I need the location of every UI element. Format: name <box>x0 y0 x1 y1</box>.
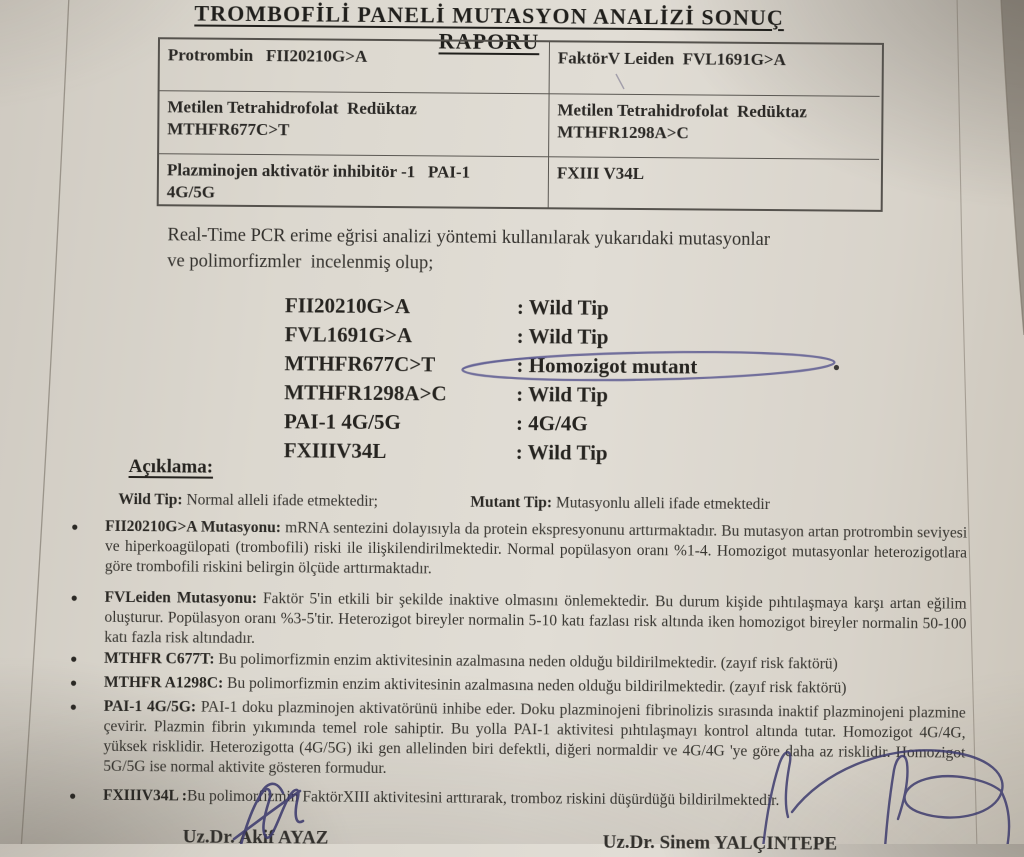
bullet-pai1 <box>63 696 966 783</box>
cell-line: MTHFR1298A>C <box>557 122 689 143</box>
bullet-text: Bu polimorfizmin FaktörXIII aktivitesini arttırarak, tromboz riskini düşürdüğü bildirilmektedir. <box>186 787 780 810</box>
legend-mutant <box>470 494 770 513</box>
table-cell-faktorv: FaktörV Leiden FVL1691G>A <box>550 42 880 97</box>
mutation-panel-table <box>157 37 884 212</box>
bullet-label: MTHFR C677T: <box>104 649 215 668</box>
bullet-icon: ● <box>70 651 78 666</box>
bullet-icon: ● <box>68 788 77 803</box>
bullet-body <box>104 673 966 700</box>
bullet-body <box>105 517 967 584</box>
result-gene: FII20210G>A <box>284 293 411 319</box>
table-cell-protrombin: Protrombin FII20210G>A <box>160 39 550 94</box>
result-value-circled <box>516 351 697 381</box>
aciklama-heading: Açıklama: <box>128 455 214 478</box>
table-cell-pai1 <box>159 154 549 207</box>
bullet-fxiiiv34l <box>63 785 965 812</box>
bullet-icon: ● <box>69 675 78 690</box>
bullet-body <box>104 588 966 655</box>
cell-line: Metilen Tetrahidrofolat Redüktaz <box>557 100 808 122</box>
bullet-label: FVLeiden Mutasyonu: <box>104 588 258 608</box>
bullet-text: PAI-1 doku plazminojen aktivatörünü inhibe eder. Doku plazminojeni fibrinolizis sırasında inaktif plazminojeni plazmine çevirir. Plazmin fibrin yıkımında temel role sahiptir. Bu yolla PAI-1 aktivitesi pıhtılaşmayı kontrol altında tutar. Homozigot 4G/4G, yüksek risklidir. Heterozigotta (4G/5G) iki gen allelinden biri defektli, diğeri normaldir ve 4G/4G 'ye göre daha az risklidir. Homozigot 5G/5G ise normal aktivite gösteren formudur. <box>103 698 966 778</box>
result-gene: MTHFR1298A>C <box>284 380 447 406</box>
signatory-left-name: Uz.Dr. Akif AYAZ <box>182 826 329 849</box>
legend-mutant-label: Mutant Tip: <box>470 493 553 512</box>
signatory-right-name: Uz.Dr. Sinem YALÇINTEPE <box>602 831 838 855</box>
bullet-label: FXIIIV34L : <box>102 786 188 805</box>
legend-wild-text: Normal alleli ifade etmektedir; <box>182 491 379 510</box>
result-gene: MTHFR677C>T <box>284 351 436 377</box>
intro-line1: Real-Time PCR erime eğrisi analizi yöntemi kullanılarak yukarıdaki mutasyonlar <box>167 225 771 251</box>
cell-line: 4G/5G <box>166 182 216 203</box>
bullet-label: MTHFR A1298C: <box>103 673 224 692</box>
cell-line: Metilen Tetrahidrofolat Redüktaz <box>167 97 418 119</box>
cell-line: Plazminojen aktivatör inhibitör -1 PAI-1 <box>166 160 471 182</box>
bullet-icon: ● <box>70 590 78 605</box>
result-value: : 4G/4G <box>515 411 588 436</box>
legend-line <box>118 491 770 514</box>
legend-mutant-text: Mutasyonlu alleli ifade etmektedir <box>551 494 770 514</box>
result-gene: PAI-1 4G/5G <box>283 409 401 435</box>
bullet-fii20210 <box>65 516 967 583</box>
table-cell-fxiii: FXIII V34L <box>556 163 645 184</box>
bullet-text: Bu polimorfizmin enzim aktivitesinin azalmasına neden olduğu bildirilmektedir. (zayıf risk faktörü) <box>214 650 838 673</box>
cell-line: MTHFR677C>T <box>167 119 290 140</box>
bullet-body <box>103 697 966 784</box>
table-cell-mthfr1298 <box>549 94 879 160</box>
result-value: : Wild Tip <box>515 440 608 465</box>
result-row-mthfr1298 <box>284 378 697 410</box>
result-value-text: : Homozigot mutant <box>516 353 698 379</box>
bullet-fvleiden <box>64 587 966 654</box>
result-value: : Wild Tip <box>516 382 609 407</box>
result-row-fxiiiv34l <box>284 436 697 468</box>
result-row-pai1 <box>284 407 697 439</box>
result-row-mthfr677 <box>284 349 697 381</box>
legend-wild <box>118 491 470 512</box>
result-row-fvl1691 <box>285 320 698 352</box>
bullet-label: PAI-1 4G/5G: <box>103 697 197 716</box>
bullet-text: mRNA sentezini dolayısıyla da protein ekspresyonunu arttırmaktadır. Bu mutasyon artan protrombin seviyesi ve hiperkoagülopati (trombofili) riski ile ilişkilendirilmektedir. Normal popülasyon oranı %1-4. Homozigot mutasyonlar heterozigotlara göre trombofili riskini belirgin ölçüde arttırmaktadır. <box>104 519 968 578</box>
result-gene: FXIIIV34L <box>283 438 387 464</box>
bullet-mthfr-a1298c <box>64 672 966 699</box>
intro-line2: ve polimorfizmler incelenmiş olup; <box>167 250 434 273</box>
result-row-fii20210 <box>285 291 698 323</box>
result-value: : Wild Tip <box>516 324 609 349</box>
results-list <box>284 291 698 468</box>
intro-paragraph <box>167 223 867 280</box>
table-cell-mthfr677 <box>159 91 549 157</box>
bullet-text: Faktör 5'in etkili bir şekilde inaktive olmasını önlemektedir. Bu durum kişide pıhtılaşmaya karşı artan eğilim oluşturur. Popülasyon oranı %3-5'tir. Heterozigot bireyler normalin 5-10 katı fazlası risk altında iken homozigot bireyler normalin 50-100 katı fazla risk altındadır. <box>104 590 967 647</box>
bullet-icon: ● <box>69 699 78 714</box>
result-value: : Wild Tip <box>516 295 609 320</box>
legend-wild-label: Wild Tip: <box>118 490 183 509</box>
bullet-text: Bu polimorfizmin enzim aktivitesinin azalmasına neden olduğu bildirilmektedir. (zayıf risk faktörü) <box>223 674 847 697</box>
bullet-icon: ● <box>71 519 79 534</box>
report-title: TROMBOFİLİ PANELİ MUTASYON ANALİZİ SONUÇ RAPORU <box>194 0 785 55</box>
result-gene: FVL1691G>A <box>284 322 413 348</box>
bullet-body <box>103 786 965 813</box>
bullet-label: FII20210G>A Mutasyonu: <box>105 517 282 537</box>
